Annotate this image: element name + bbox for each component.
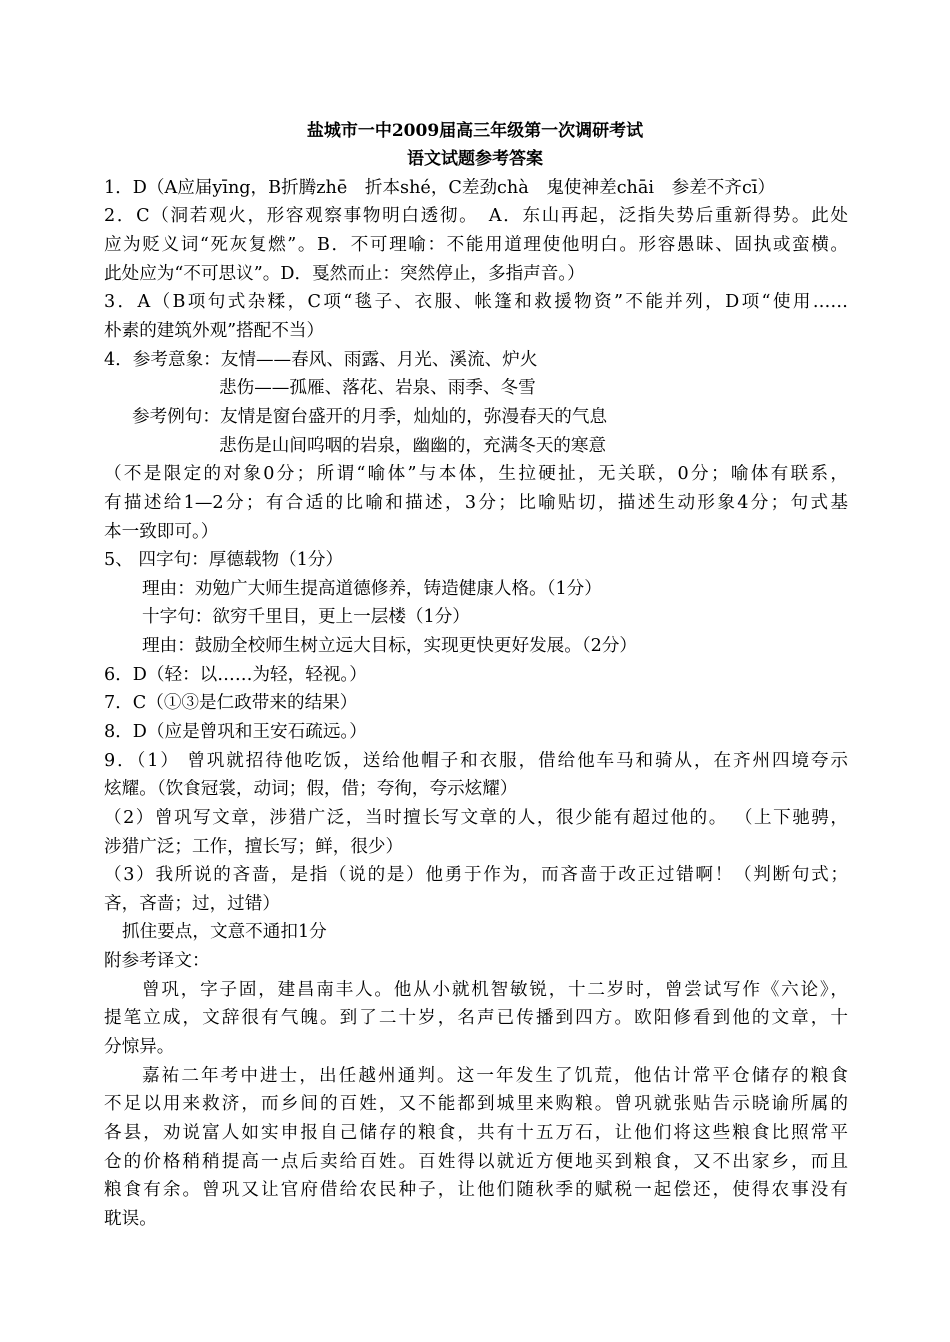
answer-2-line-2: 应为贬义词“死灰复燃”。B．不可理喻：不能用道理使他明白。形容愚昧、固执或蛮横。 (104, 235, 848, 255)
answer-2-line-3: 此处应为“不可思议”。D．戛然而止：突然停止，多指声音。） (104, 264, 585, 284)
answer-9-2-line-1: （2）曾巩写文章，涉猎广泛，当时擅长写文章的人，很少能有超过他的。 （上下驰骋， (104, 808, 848, 828)
translation-heading: 附参考译文： (104, 951, 210, 971)
document-title: 盐城市一中2009届高三年级第一次调研考试 (306, 121, 644, 141)
answer-7: 7．C（①③是仁政带来的结果） (104, 693, 358, 713)
answer-3-line-1: 3．A（B项句式杂糅，C项“毯子、衣服、帐篷和救援物资”不能并列，D项“使用…… (104, 292, 848, 312)
translation-p1-line-2: 提笔立成，文辞很有气魄。到了二十岁，名声已传播到四方。欧阳修看到他的文章，十 (104, 1008, 848, 1028)
translation-p2-line-1: 嘉祐二年考中进士，出任越州通判。这一年发生了饥荒，他估计常平仓储存的粮食 (142, 1066, 848, 1086)
answer-4-scoring-1: （不是限定的对象0分；所谓“喻体”与本体，生拉硬扯，无关联，0分；喻体有联系， (104, 464, 848, 484)
answer-5-line-3: 十字句：欲穷千里目，更上一层楼（1分） (142, 607, 470, 627)
translation-p2-line-6: 耽误。 (104, 1209, 157, 1229)
answer-4-example-1: 参考例句：友情是窗台盛开的月季，灿灿的，弥漫春天的气息 (132, 407, 608, 427)
answer-6: 6．D（轻：以……为轻，轻视。） (104, 665, 367, 685)
answer-9-1-line-2: 炫耀。（饮食冠裳，动词；假，借；夸徇，夸示炫耀） (104, 779, 518, 799)
answer-4-imagery-2: 悲伤——孤雁、落花、岩泉、雨季、冬雪 (219, 378, 536, 398)
answer-5-line-2: 理由：劝勉广大师生提高道德修养，铸造健康人格。（1分） (142, 579, 602, 599)
translation-p2-line-4: 仓的价格稍稍提高一点后卖给百姓。百姓得以就近方便地买到粮食，又不出家乡，而且 (104, 1152, 848, 1172)
answer-4-scoring-3: 本一致即可。） (104, 522, 219, 542)
translation-p1-line-1: 曾巩，字子固，建昌南丰人。他从小就机智敏锐，十二岁时，曾尝试写作《六论》， (142, 980, 848, 1000)
answer-9-2-line-2: 涉猎广泛；工作，擅长写；鲜，很少） (104, 837, 404, 857)
answer-4-scoring-2: 有描述给1—2分；有合适的比喻和描述，3分；比喻贴切，描述生动形象4分；句式基 (104, 493, 848, 513)
answer-5-line-4: 理由：鼓励全校师生树立远大目标，实现更快更好发展。（2分） (142, 636, 638, 656)
answer-3-line-2: 朴素的建筑外观”搭配不当） (104, 321, 325, 341)
answer-9-1-line-1: 9．（1） 曾巩就招待他吃饭，送给他帽子和衣服，借给他车马和骑从，在齐州四境夸示 (104, 751, 848, 771)
document-subtitle: 语文试题参考答案 (407, 149, 543, 169)
answer-2-line-1: 2．C（洞若观火，形容观察事物明白透彻。 A．东山再起，泛指失势后重新得势。此处 (104, 206, 848, 226)
translation-p2-line-2: 不足以用来救济，而乡间的百姓，又不能都到城里来购粮。曾巩就张贴告示晓谕所属的 (104, 1094, 848, 1114)
answer-9-3-line-2: 吝，吝啬；过，过错） (104, 894, 280, 914)
translation-p2-line-3: 各县，劝说富人如实申报自己储存的粮食，共有十五万石，让他们将这些粮食比照常平 (104, 1123, 848, 1143)
answer-5-line-1: 5、 四字句：厚德载物（1分） (104, 550, 344, 570)
translation-p2-line-5: 粮食有余。曾巩又让官府借给农民种子，让他们随秋季的赋税一起偿还，使得农事没有 (104, 1180, 848, 1200)
answer-1: 1．D（A应届yīng，B折腾zhē 折本shé，C差劲chà 鬼使神差chāi 参差不齐cī） (104, 178, 776, 198)
answer-9-3-line-1: （3）我所说的吝啬，是指（说的是）他勇于作为，而吝啬于改正过错啊！（判断句式； (104, 865, 848, 885)
answer-9-scoring-note: 抓住要点，文意不通扣1分 (122, 922, 327, 942)
answer-4-example-2: 悲伤是山间呜咽的岩泉，幽幽的，充满冬天的寒意 (219, 436, 607, 456)
answer-8: 8．D（应是曾巩和王安石疏远。） (104, 722, 367, 742)
translation-p1-line-3: 分惊异。 (104, 1037, 175, 1057)
answer-4-imagery-1: 4．参考意象：友情——春风、雨露、月光、溪流、炉火 (104, 350, 538, 370)
